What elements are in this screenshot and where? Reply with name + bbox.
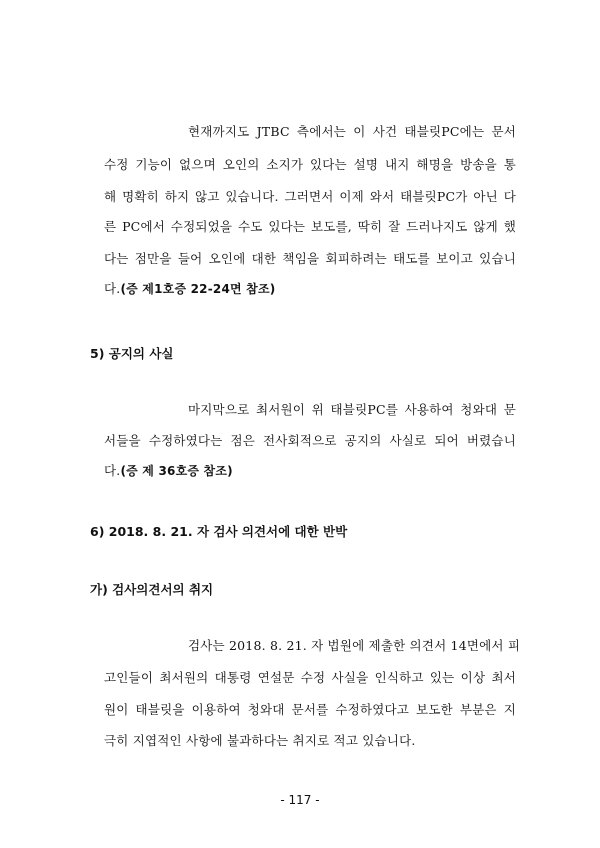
- paragraph-line: 다는 점만을 들어 오인에 대한 책임을 회피하려는 태도를 보이고 있습니: [104, 251, 516, 266]
- section-heading-public-fact: 5) 공지의 사실: [90, 346, 174, 361]
- subsection-heading-purpose: 가) 검사의견서의 취지: [90, 582, 214, 597]
- page-number: - 117 -: [280, 793, 320, 807]
- paragraph-line: 검사는 2018. 8. 21. 자 법원에 제출한 의견서 14면에서 피: [188, 638, 521, 653]
- section-heading-rebuttal: 6) 2018. 8. 21. 자 검사 의견서에 대한 반박: [90, 524, 348, 539]
- paragraph-line: 른 PC에서 수정되었을 수도 있다는 보도를, 딱히 잘 드러나지도 않게 했: [104, 219, 516, 234]
- paragraph-line: 서들을 수정하였다는 점은 전사회적으로 공지의 사실로 되어 버렸습니: [104, 433, 516, 448]
- evidence-reference: (증 제1호증 22-24면 참조): [120, 282, 276, 296]
- paragraph-line: 마지막으로 최서원이 위 태블릿PC를 사용하여 청와대 문: [188, 402, 516, 417]
- paragraph-line-text: 다.: [104, 281, 121, 296]
- paragraph-line: 해 명확히 하지 않고 있습니다. 그러면서 이제 와서 태블릿PC가 아닌 다: [104, 189, 516, 204]
- evidence-reference: (증 제 36호증 참조): [120, 464, 233, 478]
- paragraph-line: 고인들이 최서원의 대통령 연설문 수정 사실을 인식하고 있는 이상 최서: [104, 670, 516, 685]
- paragraph-line: 원이 태블릿을 이용하여 청와대 문서를 수정하였다고 보도한 부분은 지: [104, 702, 516, 717]
- paragraph-line-text: 다.: [104, 463, 121, 478]
- paragraph-line: [104, 281, 516, 297]
- paragraph-line: 극히 지엽적인 사항에 불과하다는 취지로 적고 있습니다.: [104, 733, 416, 748]
- paragraph-line: 현재까지도 JTBC 측에서는 이 사건 태블릿PC에는 문서: [188, 124, 516, 139]
- paragraph-line: 수정 기능이 없으며 오인의 소지가 있다는 설명 내지 해명을 방송을 통: [104, 157, 516, 172]
- paragraph-line: [104, 463, 516, 479]
